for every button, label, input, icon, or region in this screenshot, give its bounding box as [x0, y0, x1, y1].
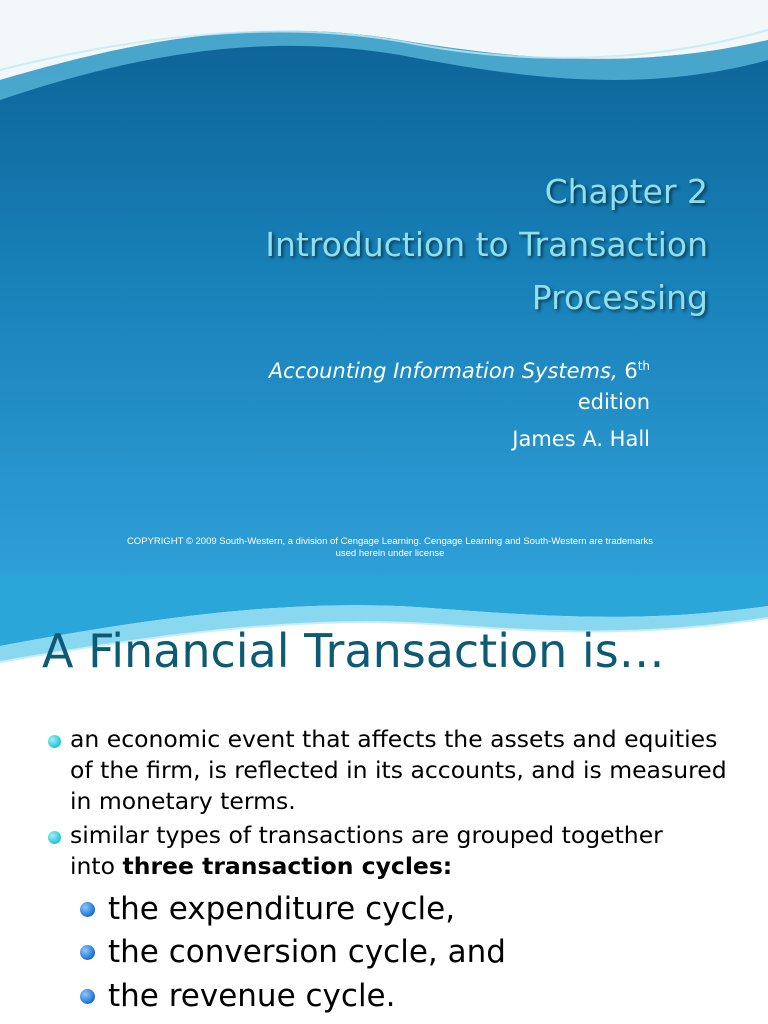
bullet-dot-icon: [48, 735, 61, 748]
bullet-text-2: [48, 820, 688, 882]
content-slide: [0, 576, 768, 1024]
edition-number: 6: [624, 359, 638, 383]
title-line-3: Processing: [531, 278, 708, 317]
copyright-notice: COPYRIGHT © 2009 South-Western, a division of Cengage Learning. Cengage Learning and South-Western are trademarks used herein under license: [126, 536, 654, 559]
sub-bullet-text-1: the expenditure cycle,: [108, 891, 456, 927]
sub-bullet-text-3: the revenue cycle.: [108, 978, 396, 1014]
bullet-text-1: an economic event that affects the assets and equities of the firm, is reflected in its accounts, and is measured in monetary terms.: [70, 725, 727, 815]
bullet-dot-icon: [48, 831, 61, 844]
author-name: James A. Hall: [512, 427, 650, 451]
slide-heading: A Financial Transaction is…: [42, 624, 665, 678]
slide-subtitle: [110, 356, 650, 455]
edition-superscript: th: [637, 359, 650, 373]
sub-bullet-dot-icon: [80, 945, 95, 960]
bullet-item-2: [48, 820, 688, 882]
book-line: [110, 356, 650, 387]
sub-bullet-item-2: [80, 932, 506, 972]
sub-bullet-dot-icon: [80, 989, 95, 1004]
bullet-item-1: [48, 724, 738, 817]
sub-bullet-item-1: [80, 889, 455, 929]
bullet-text-2-bold: three transaction cycles:: [122, 852, 453, 880]
sub-bullet-text-2: the conversion cycle, and: [108, 934, 506, 970]
title-line-2: Introduction to Transaction: [265, 225, 708, 264]
slide-title: [48, 165, 708, 324]
bullet-text-2-plain: similar types of transactions are grouped together into: [70, 821, 663, 880]
edition-word: edition: [577, 390, 650, 414]
title-line-1: Chapter 2: [544, 172, 708, 211]
header-swoosh-decoration: [0, 0, 768, 110]
sub-bullet-dot-icon: [80, 902, 95, 917]
book-title: Accounting Information Systems,: [268, 359, 618, 383]
sub-bullet-item-3: [80, 976, 395, 1016]
